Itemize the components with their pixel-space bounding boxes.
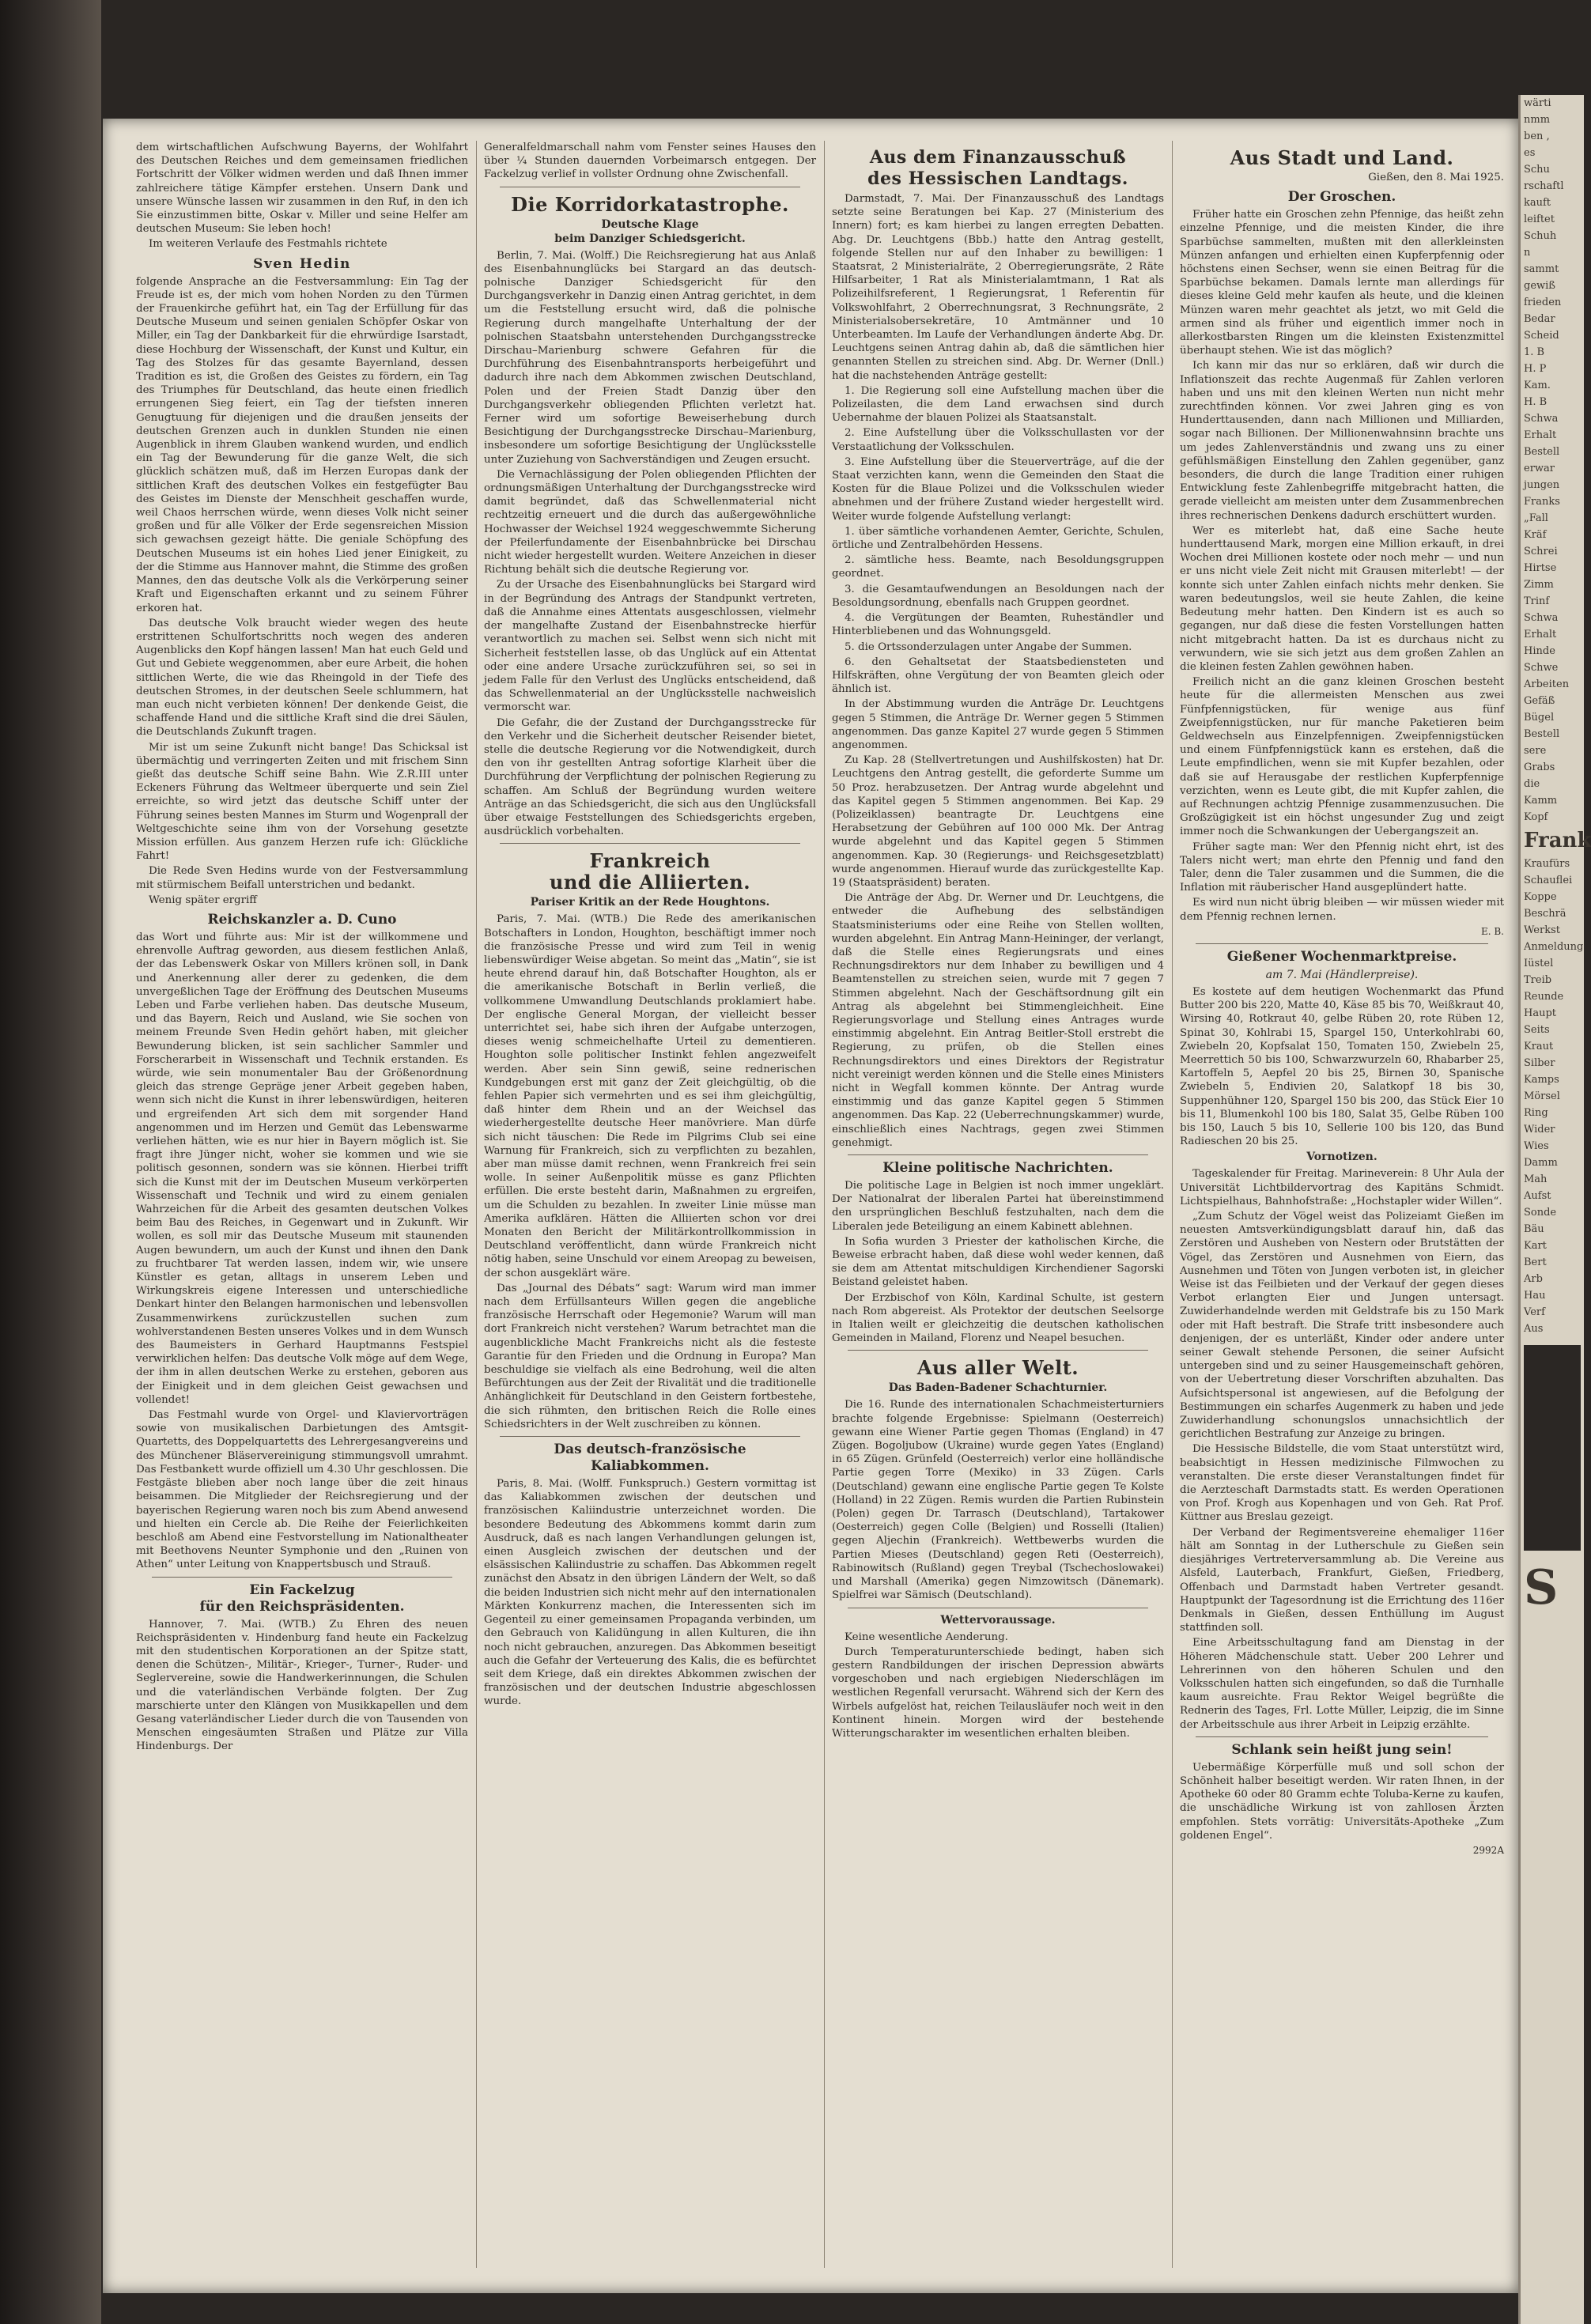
strip-fragment: Beschrä xyxy=(1524,908,1566,920)
heading-sven-hedin: Sven Hedin xyxy=(253,255,351,272)
heading-vornotizen: Vornotizen. xyxy=(1306,1151,1377,1164)
strip-fragment: Silber xyxy=(1524,1057,1555,1069)
strip-fragment: Werkst xyxy=(1524,924,1560,936)
divider xyxy=(152,1577,452,1578)
strip-fragment: Schuh xyxy=(1524,230,1557,242)
strip-fragment: Kopf xyxy=(1524,811,1548,823)
paragraph: folgende Ansprache an die Festversammlung: Ein Tag der Freude ist es, der mich vom hohen Norden zu den Türmen der Frauenkirche geführt hat, ein Tag der Erfüllung für das Deutsche Museum und seinen genialen Schöpfer Oskar von Miller, ein Tag der Dankbarkeit für die ehrwürdige Isarstadt, diese Hochburg der Wissenschaft, der Kunst und Kultur, ein Tag des Stolzes für das gesamte Bayernland, dessen Tradition es ist, die Großen des Geistes zu fördern, ein Tag des Triumphes für Deutschland, das heute einen friedlich errungenen Sieg feiert, ein Tag der tiefsten inneren Genugtuung für diejenigen und die draußen jenseits der deutschen Grenzen auch in dunklen Stunden nie einen Augenblick in ihrem Glauben wankend wurden, und endlich ein Tag der Bewunderung für die ganze Welt, die sich glücklich schätzen muß, daß im Herzen Europas dank der sittlichen Kraft des deutschen Volkes ein festgefügter Bau des Geistes im Dienste der Menschheit geschaffen wurde, weil Chaos herrschen würde, wenn dieses Volk nicht seiner großen und für alle Völker der Erde segensreichen Mission sich gewachsen gezeigt hätte. Die geniale Schöpfung des Deutschen Museums ist ein hohes Lied jener Einigkeit, zu der die Stimme aus Hannover mahnt, die Stimme des großen Mannes, den das deutsche Volk als die Verkörperung seiner Kraft und Eigenschaften erkannt und zu seinem Führer erkoren hat. xyxy=(136,275,468,614)
paragraph: 3. die Gesamtaufwendungen an Besoldungen nach der Besoldungsordnung, ebenfalls nach Gruppen geordnet. xyxy=(832,583,1164,609)
strip-fragment: 1. B xyxy=(1524,346,1545,358)
strip-fragment: Bedar xyxy=(1524,313,1555,325)
paragraph: Die Rede Sven Hedins wurde von der Festversammlung mit stürmischem Beifall unterstrichen und bedankt. xyxy=(136,865,468,891)
strip-fragment: Hau xyxy=(1524,1290,1546,1302)
paragraph: Tageskalender für Freitag. Marineverein: 8 Uhr Aula der Universität Lichtbildervortrag des Kapitäns Schmidt. Lichtspielhaus, Bahnhofstraße: „Hochstapler wider Willen“. xyxy=(1180,1168,1504,1207)
paragraph: 2. Eine Aufstellung über die Volksschullasten vor der Verstaatlichung der Volksschulen. xyxy=(832,427,1164,453)
strip-fragments-2 xyxy=(1521,856,1584,1337)
strip-fragment: Wies xyxy=(1524,1140,1549,1152)
ad-code: 2992A xyxy=(1472,1844,1504,1856)
divider xyxy=(848,1154,1148,1155)
divider xyxy=(1196,943,1488,944)
paragraph: Keine wesentliche Aenderung. xyxy=(845,1631,1008,1643)
heading-wettervoraussage: Wettervoraussage. xyxy=(940,1613,1056,1627)
strip-fragment: sammt xyxy=(1524,263,1559,275)
strip-fragment: die xyxy=(1524,778,1540,790)
strip-fragment: Wider xyxy=(1524,1124,1555,1136)
strip-fragment: Verf xyxy=(1524,1306,1545,1318)
strip-fragment: Bert xyxy=(1524,1256,1547,1268)
paragraph: Es wird nun nicht übrig bleiben — wir müssen wieder mit dem Pfennig rechnen lernen. xyxy=(1180,897,1504,923)
paragraph: Früher hatte ein Groschen zehn Pfennige, das heißt zehn einzelne Pfennige, und die meisten Kinder, die ihre Sparbüchse sammelten, mußten mit den allerkleinsten Münzen anfangen und erhielten einen Kupferpfennig oder höchstens einen Sechser, wenn sie einen Beitrag für die Sparbüchse bekamen. Damals lernte man allerdings für dieses kleine Geld mehr kaufen als heute, und die kleinen Münzen waren mehr geachtet als jetzt, wo mit Geld die armen sind als früher und eigentlich immer noch in allerkostbarsten Ringen um die kleinsten Existenzmittel überhaupt stehen. Wie ist das möglich? xyxy=(1180,209,1504,357)
strip-fragment: Anmeldung xyxy=(1524,941,1584,953)
strip-fragment: Erhalt xyxy=(1524,629,1557,641)
subheading-schachturnier: Das Baden-Badener Schachturnier. xyxy=(888,1381,1108,1395)
strip-fragment: Bestell xyxy=(1524,446,1560,458)
divider xyxy=(500,1436,800,1437)
paragraph: Ich kann mir das nur so erklären, daß wir durch die Inflationszeit das rechte Augenmaß für Zahlen verloren haben und uns mit den kleinen Werten nun nicht mehr zurechtfinden können. Vor zwei Jahren ging es von Hunderttausenden, dann nach Millionen und Milliarden, sogar nach Billionen. Der Millionenwahnsinn brachte uns um jedes Zahlenverständnis und zwang uns zu einer gefühlsmäßigen Einstellung den Zahlen gegenüber, ganz besonders, die durch die lange Tradition einer ruhigen Entwicklung feste Zahlenbegriffe mitgebracht hatten, die gerade vielleicht am meisten unter dem Zusammenbrechen ihres rechnerischen Denkens dadurch erschüttert wurden. xyxy=(1180,360,1504,522)
column-4 xyxy=(1180,141,1504,2276)
paragraph: Es kostete auf dem heutigen Wochenmarkt das Pfund Butter 200 bis 220, Matte 40, Käse 85 bis 70, Weißkraut 40, Wirsing 40, Rotkraut 40, gelbe Rüben 20, rote Rüben 12, Spinat 30, Kohlrabi 15, Spargel 150, Unterkohlrabi 60, Zwiebeln 20, Kopfsalat 150, Tomaten 150, Zwiebeln 25, Meerrettich 50 bis 100, Schwarzwurzeln 60, Rhabarber 25, Kartoffeln 5, Aepfel 20 bis 25, Birnen 30, Spanische Zwiebeln 5, Endivien 20, Salatkopf 18 bis 30, Suppenhühner 120, Spargel 150 bis 200, das Stück Eier 10 bis 11, Blumenkohl 100 bis 180, Salat 35, Gelbe Rüben 100 bis 150, Lauch 5 bis 10, Sellerie 100 bis 120, das Bund Radieschen 20 bis 25. xyxy=(1180,985,1504,1148)
strip-fragment: ben ‚ xyxy=(1524,130,1550,142)
strip-fragment: H. P xyxy=(1524,363,1547,375)
strip-fragment: frieden xyxy=(1524,297,1562,308)
paragraph: Hannover, 7. Mai. (WTB.) Zu Ehren des neuen Reichspräsidenten v. Hindenburg fand heute ein Fackelzug mit den studentischen Korporationen an der Spitze statt, denen die Schützen-, Militär-, Krieger-, Turner-, Ruder- und Seglervereine, sowie die Handwerkerinnungen, die Schulen und die vaterländischen Verbände folgten. Der Zug marschierte unter den Klängen von Musikkapellen und dem Gesang vaterländischer Lieder durch die von Tausenden von Menschen eingesäumten Straßen und Plätze zur Villa Hindenburgs. Der xyxy=(136,1618,468,1753)
paragraph: In der Abstimmung wurden die Anträge Dr. Leuchtgens gegen 5 Stimmen, die Anträge Dr. Werner gegen 5 Stimmen angenommen. Das ganze Kapitel 27 wurde gegen 5 Stimmen angenommen. xyxy=(832,698,1164,751)
strip-fragment: Schrei xyxy=(1524,546,1558,557)
divider xyxy=(500,843,800,844)
strip-fragment: gewiß xyxy=(1524,280,1555,292)
paragraph: 3. Eine Aufstellung über die Steuerverträge, auf die der Staat verzichten kann, wenn die Gemeinden den Staat die Kosten für die Blaue Polizei und die Volksschulen wieder abnehmen und der frühere Zustand wieder hergestellt wird. Weiter wurde folgende Aufstellung verlangt: xyxy=(832,455,1164,523)
paragraph: Der Erzbischof von Köln, Kardinal Schulte, ist gestern nach Rom abgereist. Als Protektor der deutschen Seelsorge in Italien weilt er gleichzeitig die deutschen katholischen Gemeinden in Mailand, Florenz und Neapel besuchen. xyxy=(832,1291,1164,1345)
paragraph: dem wirtschaftlichen Aufschwung Bayerns, der Wohlfahrt des Deutschen Reiches und dem gemeinsamen friedlichen Fortschritt der Völker widmen werden und daß Ihnen immer zahlreichere tätige Kämpfer erstehen. Unsern Dank und unsere Wünsche lassen wir zusammen in den Ruf, in den ich Sie einzustimmen bitte, Oskar v. Miller und seine Helfer am deutschen Museum: Sie leben hoch! xyxy=(136,142,468,236)
heading-cuno: Reichskanzler a. D. Cuno xyxy=(207,911,397,928)
strip-fragment: Kart xyxy=(1524,1240,1547,1252)
strip-fragment: Kamps xyxy=(1524,1074,1559,1086)
strip-fragment: jungen xyxy=(1524,479,1560,491)
strip-fragment: Bügel xyxy=(1524,712,1555,724)
paragraph: Der Verband der Regimentsvereine ehemaliger 116er hält am Sonntag in der Lutherschule zu Gießen sein diesjähriges Vertreterversammlung ab. Die Vereine aus Alsfeld, Lauterbach, Frankfurt, Gießen, Friedberg, Offenbach und Darmstadt haben Vertreter gesandt. Hauptpunkt der Tagesordnung ist die Errichtung des 116er Denkmals in Gießen, dessen Enthüllung im August stattfinden soll. xyxy=(1180,1526,1504,1634)
book-binding xyxy=(0,0,101,2324)
paragraph: Uebermäßige Körperfülle muß und soll schon der Schönheit halber beseitigt werden. Wir raten Ihnen, in der Apotheke 60 oder 80 Gramm echte Toluba-Kerne zu kaufen, die unschädliche Wirkung ist von zahllosen Ärzten empfohlen. Stets vorrätig: Universitäts-Apotheke „Zum goldenen Engel“. xyxy=(1180,1761,1504,1842)
paragraph: Früher sagte man: Wer den Pfennig nicht ehrt, ist des Talers nicht wert; man ehrte den Pfennig und fand den Taler, denn die Taler zusammen und die Summen, die die Inflation mit räuberischer Hand ausgeplündert hatte. xyxy=(1180,841,1504,894)
column-rule xyxy=(1172,141,1173,2268)
strip-fragment: Ring xyxy=(1524,1107,1548,1119)
strip-fragment: Trinf xyxy=(1524,595,1550,607)
paragraph: Das Festmahl wurde von Orgel- und Klaviervorträgen sowie von musikalischen Darbietungen des Amtsgit-Quartetts, des Doppelquartetts des Lehrergesangvereins und des Münchener Bläservereinigung stimmungsvoll umrahmt. Das Festbankett wurde offiziell um 4.30 Uhr geschlossen. Die Festgäste blieben aber noch lange über die zeit hinaus beisammen. Die Mitglieder der Reichsregierung und der bayerischen Regierung waren noch bis zum Abend anwesend und hielten ein Cercle ab. Die Reihe der Feierlichkeiten beschloß am Abend eine Festvorstellung im Nationaltheater mit Beethovens Neunter Symphonie und den „Ruinen von Athen“ unter Leitung von Knappertsbusch und Strauß. xyxy=(136,1409,468,1571)
strip-fragment: Schwa xyxy=(1524,413,1559,425)
paragraph: 1. Die Regierung soll eine Aufstellung machen über die Polizeilasten, die dem Land erwachsen sind durch Uebernahme der blauen Polizei als Staatsanstalt. xyxy=(832,384,1164,425)
heading-korridorkatastrophe: Die Korridorkatastrophe. xyxy=(511,192,789,216)
paragraph: Die Vernachlässigung der Polen obliegenden Pflichten der ordnungsmäßigen Unterhaltung der Durchgangsstrecke wird damit begründet, daß das Schwellenmaterial nicht rechtzeitig erneuert und die durch das außergewöhnliche Hochwasser der Weichsel 1924 weggeschwemmte Sicherung der Pfeilerfundamente der Eisenbahnbrücke bei Dirschau nicht wieder hergestellt wurden. Weitere Anzeichen in dieser Richtung behält sich die deutsche Regierung vor. xyxy=(484,468,816,576)
paragraph: Freilich nicht an die ganz kleinen Groschen besteht heute für die allermeisten Menschen aus zwei Fünfpfennigstücken, für wenige aus fünf Zweipfennigstücken, nur für manche Paketieren beim Geldwechseln aus Einzelpfennigen. Zweipfennigstücken und einem Fünfpfennigstück kann es erstehen, daß die Leute empfindlichen, wenn sie mit Kupfer bezahlen, oder daß sie auf Herausgabe der restlichen Kupferpfennige verzichten, wenn es Leute gibt, die mit Kupfer zahlen, die auf Rechnungen achtzig Pfennige zusammenzusuchen. Die Großzügigkeit ist ein höchst ungesunder Zug und zeigt immer noch die Schwankungen der Uebergangszeit an. xyxy=(1180,676,1504,838)
strip-fragment: H. B xyxy=(1524,396,1548,408)
strip-fragment: Schwe xyxy=(1524,662,1559,674)
strip-fragment: Mörsel xyxy=(1524,1090,1560,1102)
strip-fragment: kauft xyxy=(1524,197,1551,209)
newspaper-page xyxy=(103,119,1518,2293)
strip-fragment: Kamm xyxy=(1524,795,1558,807)
dateline: Gießen, den 8. Mai 1925. xyxy=(1368,172,1504,183)
strip-fragment: Kräf xyxy=(1524,529,1547,541)
paragraph: In Sofia wurden 3 Priester der katholischen Kirche, die Beweise erbracht haben, daß diese wohl weder kennen, daß sie dem am Attentat mitschuldigen Kirchendiener Sagorski Beistand geleistet haben. xyxy=(832,1235,1164,1289)
strip-fragment: Arbeiten xyxy=(1524,678,1570,690)
strip-fragment: Kam. xyxy=(1524,380,1551,391)
strip-fragment: Haupt xyxy=(1524,1007,1557,1019)
adjacent-page-strip xyxy=(1518,95,1591,2324)
strip-fragment: Bestell xyxy=(1524,728,1560,740)
paragraph: 4. die Vergütungen der Beamten, Ruheständler und Hinterbliebenen und das Wohnungsgeld. xyxy=(832,612,1164,638)
divider xyxy=(1196,1736,1488,1737)
heading-kleine-nachrichten: Kleine politische Nachrichten. xyxy=(882,1160,1113,1177)
heading-wochenmarktpreise: Gießener Wochenmarktpreise. xyxy=(1226,948,1457,965)
strip-fragment: Grabs xyxy=(1524,761,1555,773)
paragraph: Paris, 8. Mai. (Wolff. Funkspruch.) Gestern vormittag ist das Kaliabkommen zwischen der deutschen und französischen Kaliindustrie unterzeichnet worden. Die besondere Bedeutung des Abkommens kommt darin zum Ausdruck, daß es nach langen Verhandlungen gelungen ist, einen Ausgleich zwischen der deutschen und der elsässischen Kaliindustrie zu schaffen. Das Abkommen regelt zunächst den Absatz in den übrigen Ländern der Welt, so daß die beiden Industrien sich nicht mehr auf den internationalen Märkten Konkurrenz machen, die Interessenten sich im Gegenteil zu einer gemeinsamen Propaganda verbinden, um den Gebrauch von Kalidüngung in allen Kulturen, die ihn noch nicht gebrauchen, anzuregen. Das Abkommen beseitigt auch die Gefahr der Verteuerung des Kalis, die es befürchtet seit dem Kriege, daß ein direktes Abkommen zwischen der französischen und der deutschen Industrie abgeschlossen wurde. xyxy=(484,1478,816,1708)
strip-fragment: Erhalt xyxy=(1524,429,1557,441)
paragraph: Zu Kap. 28 (Stellvertretungen und Aushilfskosten) hat Dr. Leuchtgens den Antrag gestellt, die geforderte Summe um 50 Proz. herabzusetzen. Der Antrag wurde abgelehnt und das Kapitel gegen 5 Stimmen angenommen. Bei Kap. 29 (Polizeiklassen) beantragte Dr. Leuchtgens eine Herabsetzung der Gebühren auf 100 000 Mk. Der Antrag wurde abgelehnt und das Kapitel gegen 5 Stimmen angenommen. Kap. 30 (Regierungs- und Reichsgesetzblatt) wurde angenommen. Hierauf wurde das zurückgestellte Kap. 19 (Staatspräsident) beraten. xyxy=(832,754,1164,889)
paragraph: Das deutsche Volk braucht wieder wegen des heute erstrittenen Schulfortschritts noch wegen des anderen Augenblicks den Kopf hängen lassen! Man hat euch Geld und Gut und Gebiete weggenommen, aber eure Arbeit, die hohen sittlichen Werte, die wie das Rheingold in der Tiefe des deutschen Stromes, in der deutschen Seele schlummern, hat man euch nicht verbieten können! Der denkende Geist, die schaffende Hand und die sittliche Kraft sind die drei Säulen, die Deutschlands Zukunft tragen. xyxy=(136,617,468,739)
strip-fragment: rschaftl xyxy=(1524,180,1564,192)
column-rule xyxy=(824,141,825,2268)
paragraph: Darmstadt, 7. Mai. Der Finanzausschuß des Landtags setzte seine Beratungen bei Kap. 27 (Ministerium des Innern) fort; es kam hierbei zu langen erregten Debatten. Abg. Dr. Leuchtgens (Bbb.) hatte den Antrag gestellt, folgende Stellen nur auf den Inhaber zu bewilligen: 1 Staatsrat, 2 Ministerialräte, 2 Oberregierungsräte, 2 Räte Hilfsarbeiter, 1 Rat als Ministerialamtmann, 1 Rat als Polizeihilfsreferent, 1 Regierungsrat, 1 Referentin für Volkswohlfahrt, 2 Oberrechnungsrat, 3 Rechnungsräte, 2 Ministerialsobersekretäre, 10 Amtmänner und 10 Unterbeamten. Im Laufe der Verhandlungen änderte Abg. Dr. Leuchtgens seinen Antrag dahin ab, daß die sämtlichen hier genannten Stellen zu streichen sind. Abg. Dr. Werner (Dnll.) hat die nachstehenden Anträge gestellt: xyxy=(832,193,1164,382)
paragraph: das Wort und führte aus: Mir ist der willkommene und ehrenvolle Auftrag geworden, aus diesem festlichen Anlaß, der das Lebenswerk Oskar von Millers krönen soll, in Dank und Anerkennung aller derer zu gedenken, die dem unvergeßlichen Tage der Eröffnung des Deutschen Museums Leben und Farbe verliehen haben. Das deutsche Museum, und das Bayern, Reich und Ausland, wie Sie sochen von meinem Freunde Sven Hedin gehört haben, mit gleicher Bewunderung blicken, ist sein sachlicher Sammler und Forscherarbeit in Wissenschaft und Technik erstanden. Es würde, wie sein monumentaler Bau der Größenordnung gleich das strenge Gepräge jener Arbeit gegeben haben, wenn sich nicht die Kunst in ihrer lebenswürdigen, heiteren und ergreifenden Art sich dem mit sorgender Hand angenommen und im Herzen und Gemüt das Lebenswarme verliehen hätten, wie es nur hier in Bayern möglich ist. Sie fragt ihre Jünger nicht, woher sie kommen und wie sie politisch gesonnen, sondern was sie können. Hierbei trifft sich die Kunst mit der im Deutschen Museum verkörperten Wissenschaft und Technik und wird zu einem genialen Wahrzeichen für die Arbeit des gesamten deutschen Volkes beim Bau des Reiches, in Gegenwart und in Zukunft. Wir wollen, es soll mir das Deutsche Museum mit staunenden Augen bewundern, um auch der Kunst und ihnen den Dank zu fruchtbarer Tat werden lassen, indem wir, wie unsere Künstler es getan, alltags in unserem Leben und Wirkungskreis eigene Interessen und unterschiedliche Denkart hinter den Belangen harmonischen und lebensvollen Zusammenwirkens zurückzustellen suchen zum wohlverstandenen Besten unseres Volkes und in dem Wunsch des Baumeisters in Gerhard Hauptmanns Festspiel verwirklichen helfen: Das deutsche Volk möge auf dem Wege, der ihm in allen deutschen Werke zu erstehen, geboren aus der Einigkeit und in dem gleichen Geist gewachsen und vollendet! xyxy=(136,931,468,1406)
strip-fragment: Koppe xyxy=(1524,891,1557,903)
strip-fragment: Aus xyxy=(1524,1323,1544,1335)
strip-fragment: Mah xyxy=(1524,1173,1548,1185)
paragraph: Wenig später ergriff xyxy=(149,894,257,906)
heading-frankreich: Frankreich und die Alliierten. xyxy=(549,849,751,894)
strip-fragment: Bäu xyxy=(1524,1223,1544,1235)
strip-fragment: leiftet xyxy=(1524,214,1555,225)
strip-fragment: Seits xyxy=(1524,1024,1550,1036)
paragraph: Eine Arbeitsschultagung fand am Dienstag in der Höheren Mädchenschule statt. Ueber 200 Lehrer und Lehrerinnen von den höheren Schulen und den Volksschulen hatten sich eingefunden, so daß die Turnhalle kaum ausreichte. Frau Rektor Weigel begrüßte die Rednerin des Tages, Frl. Lotte Müller, Leipzig, die im Sinne der Arbeitsschule aus ihrer Arbeit in Leipzig erzählte. xyxy=(1180,1637,1504,1731)
strip-fragment: Kraufürs xyxy=(1524,858,1570,870)
column-3 xyxy=(832,141,1164,2276)
heading-finanzausschuss: Aus dem Finanzausschuß des Hessischen Landtags. xyxy=(867,147,1128,189)
strip-fragment: erwar xyxy=(1524,463,1555,474)
strip-fragments xyxy=(1521,95,1584,826)
heading-schlank: Schlank sein heißt jung sein! xyxy=(1231,1741,1453,1758)
strip-heading: Frank xyxy=(1524,829,1591,852)
strip-dark-ad xyxy=(1524,1345,1581,1551)
strip-fragment: Sonde xyxy=(1524,1207,1557,1219)
strip-fragment: „Fall xyxy=(1524,512,1548,524)
column-rule xyxy=(476,141,477,2268)
paragraph: Mir ist um seine Zukunft nicht bange! Das Schicksal ist übermächtig und verringerten Zeiten und mit frischem Sinn gießt das deutsche Schiff seine Bahn. Wie Z.R.III unter Eckeners Führung das Weltmeer überquerte und sein Ziel erreichte, so wird jetzt das deutsche Schiff unter der Führung seines besten Mannes im Sturm und Wogenprall der Weltgeschichte seine ihm von der Vorsehung gesetzte Mission erfüllen. Aus ganzem Herzen rufe ich: Glückliche Fahrt! xyxy=(136,741,468,863)
heading-aus-stadt-und-land: Aus Stadt und Land. xyxy=(1230,146,1454,169)
strip-fragment: Aufst xyxy=(1524,1190,1551,1202)
strip-fragment: Zimm xyxy=(1524,579,1554,591)
heading-aus-aller-welt: Aus aller Welt. xyxy=(916,1356,1079,1380)
paragraph: Paris, 7. Mai. (WTB.) Die Rede des amerikanischen Botschafters in London, Houghton, beschäftigt immer noch die französische Presse und wird zum Teil in wenig liebenswürdiger Weise abgetan. So meint das „Matin“, sie ist heute ehrend darauf hin, daß Botschafter Houghton, als er die amerikanische Botschaft in Berlin verließ, die vollkommene Umwandlung Deutschlands proklamiert habe. Der englische General Morgan, der vielleicht besser unterrichtet sei, habe sich ihren der Aufgabe unterzogen, dieses wenig schmeichelhafte Urteil zu dementieren. Houghton solle politischer Instinkt fehlen angezweifelt werden. Aber sein Sinn gewiß, seine rednerischen Kundgebungen erst mit ganz der Zeit gleichgültig, ob die fehlen Papier sich vermehrten und es sei ihm gleichgültig, daß hinter dem Rhein und an der Weichsel das wiederhergestellte deutsche Heer manövriere. Man dürfe sich nicht täuschen: Die Rede im Pilgrims Club sei eine Warnung für Frankreich, sich zu verpflichten zu bezahlen, aber man müsse damit rechnen, wenn Frankreich frei sein wolle. In seiner Außenpolitik müsse es ganz Pflichten erfüllen. Die erste besteht darin, Maßnahmen zu ergreifen, um die Schulden zu bezahlen. In zweiter Linie müsse man Amerika aufklären. Hätten die Alliierten schon vor drei Monaten den Bericht der Militärkontrollkommission in Deutschland veröffentlicht, dann würde Frankreich nicht nötig haben, seine Unschuld vor einem Areopag zu beweisen, der schon ausgeklärt wäre. xyxy=(484,913,816,1279)
strip-fragment: Treib xyxy=(1524,974,1552,986)
strip-fragment: Arb xyxy=(1524,1273,1543,1285)
paragraph: 5. die Ortssonderzulagen unter Angabe der Summen. xyxy=(845,641,1132,653)
paragraph: Wer es miterlebt hat, daß eine Sache heute hunderttausend Mark, morgen eine Million erkauft, in drei Wochen drei Millionen kostete oder noch mehr — und nun er uns nicht viele Zeit nicht mit Grausen miterlebt! — der konnte sich unter Zahlen einfach nichts mehr denken. Sie waren bedeutungslos, weil sie heute Zahlen, die keine Bedeutung mehr hatten. Den Kindern ist es auch so gegangen, nur daß diese die festen Vorstellungen hatten nicht mitgebracht hatten. Da ist es durchaus nicht zu verwundern, wie sie sich jetzt aus dem großen Zahlen an die kleinen festen Zahlen gewöhnen haben. xyxy=(1180,524,1504,673)
paragraph: Die Anträge der Abg. Dr. Werner und Dr. Leuchtgens, die entweder die Aufhebung des selbständigen Staatsministeriums oder eine Reihe von Stellen wollten, wurden abgelehnt. Ein Antrag Mann-Heininger, der verlangt, daß die Stelle eines Regierungsrats und eines Rechnungsdirektors nur dem Inhaber zu bewilligen und 4 Beamtenstellen zu streichen seien, wurde mit 7 gegen 7 Stimmen abgelehnt. Nach der Geschäftsordnung gilt ein Antrag als abgelehnt bei Stimmengleichheit. Eine Regierungsvorlage und Stellung eines Antrages wurde einstimmig abgelehnt. Ein Antrag Beitler-Stoll erstrebt die Regierung, zu prüfen, ob die Stellen eines Rechnungsdirektors und eines Direktors der Registratur nicht vereinigt werden können und die Stelle eines Ministers nicht in Wegfall kommen könnte. Der Antrag wurde einstimmig und das ganze Kapitel gegen 5 Stimmen angenommen. Das Kap. 22 (Ueberrechnungskammer) wurde, einschließlich eines Nachtrags, gegen zwei Stimmen genehmigt. xyxy=(832,892,1164,1149)
divider xyxy=(848,1350,1148,1351)
paragraph: Generalfeldmarschall nahm vom Fenster seines Hauses den über ¼ Stunden dauernden Vorbeimarsch entgegen. Der Fackelzug verlief in vollster Ordnung ohne Zwischenfall. xyxy=(484,142,816,181)
heading-kaliabkommen: Das deutsch-französische Kaliabkommen. xyxy=(554,1442,746,1475)
paragraph: Das „Journal des Débats“ sagt: Warum wird man immer nach dem Erfüllsanteurs Willen gegen die angebliche französische Herrschaft oder Hegemonie? Warum will man dort Frankreich nicht verstehen? Warum betrachtet man die augenblickliche Macht Frankreichs nicht als die festeste Garantie für den Frieden und die Ordnung in Europa? Man beschuldige sie vielfach als eine Bedrohung, weil die alten Befürchtungen aus der Zeit der Rivalität und die traditionelle Anhänglichkeit für Deutschland in den Geistern fortbestehe, die sich rühmten, den britischen Reich die Rolle eines Schiedsrichters in der Welt zuschreiben zu können. xyxy=(484,1282,816,1430)
strip-fragment: Schu xyxy=(1524,164,1550,176)
subheading-haendlerpreise: am 7. Mai (Händlerpreise). xyxy=(1265,968,1419,981)
strip-fragment: Iüstel xyxy=(1524,958,1554,969)
strip-fragment: Scheid xyxy=(1524,330,1559,342)
column-2 xyxy=(484,141,816,2276)
paragraph: Die Gefahr, die der Zustand der Durchgangsstrecke für den Verkehr und die Sicherheit deutscher Reisender bietet, stelle die deutsche Regierung vor die Notwendigkeit, durch den von ihr gestellten Antrag sofortige Klarheit über die Durchführung der Verpflichtung der polnischen Regierung zu schaffen. Am Schluß der Begründung wurden weitere Anträge an das Schiedsgericht, die sich aus den Unglücksfall über etwaige Feststellungen des Schiedsgerichts ergeben, ausdrücklich vorbehalten. xyxy=(484,716,816,838)
strip-fragment: Schwa xyxy=(1524,612,1559,624)
strip-fragment: sere xyxy=(1524,745,1547,757)
paragraph: Die Hessische Bildstelle, die vom Staat unterstützt wird, beabsichtigt in Hessen medizinische Filmwochen zu veranstalten. Die erste dieser Veranstaltungen findet für die Aerzteschaft Darmstadts statt. Es werden Operationen von Prof. Krogh aus Kopenhagen und von Geh. Rat Prof. Küttner aus Breslau gezeigt. xyxy=(1180,1443,1504,1524)
strip-fragment: Damm xyxy=(1524,1157,1558,1169)
strip-fragment: Gefäß xyxy=(1524,695,1555,707)
column-1 xyxy=(136,141,468,2276)
heading-der-groschen: Der Groschen. xyxy=(1287,189,1396,206)
strip-fragment: Reunde xyxy=(1524,991,1564,1003)
strip-fragment: Kraut xyxy=(1524,1041,1554,1052)
strip-fragment: es xyxy=(1524,147,1536,159)
strip-fragment: Franks xyxy=(1524,496,1560,508)
subheading-danziger-schiedsgericht: Deutsche Klage beim Danziger Schiedsgericht. xyxy=(554,217,746,245)
paragraph: 2. sämtliche hess. Beamte, nach Besoldungsgruppen geordnet. xyxy=(832,554,1164,580)
strip-fragment: Hirtse xyxy=(1524,562,1557,574)
paragraph: „Zum Schutz der Vögel weist das Polizeiamt Gießen im neuesten Amtsverkündigungsblatt darauf hin, daß das Zerstören und Ausheben von Nestern oder Brutstätten der Vögel, das Zerstören und Ausnehmen von Eiern, das Ausnehmen und Töten von Jungen verboten ist, in gleicher Weise ist das Feilbieten und der Verkauf der gegen dieses Verbot erlangten Eier und Jungen untersagt. Zuwiderhandelnde werden mit Geldstrafe bis zu 150 Mark oder mit Haft bestraft. Die Strafe tritt insbesondere auch denjenigen, der es unterläßt, Kinder oder andere unter seiner Gewalt stehende Personen, die seiner Aufsicht untergeben sind und zu seiner Hausgemeinschaft gehören, von der Uebertretung dieser Vorschriften abzuhalten. Das Aufsichtspersonal ist angewiesen, auf die Befolgung der Bestimmungen ein scharfes Augenmerk zu haben und jede Zuwiderhandlung schonungslos unnachsichtlich der gerichtlichen Bestrafung zur Anzeige zu bringen. xyxy=(1180,1211,1504,1441)
paragraph: Berlin, 7. Mai. (Wolff.) Die Reichsregierung hat aus Anlaß des Eisenbahnunglücks bei Stargard an das deutsch-polnische Danziger Schiedsgericht für den Durchgangsverkehr in Danzig einen Antrag gerichtet, in dem um die Feststellung ersucht wird, daß die polnische Regierung durch mangelhafte Unterhaltung der der polnischen Staatsbahn unterstehenden Durchgangsstrecke Dirschau–Marienburg schwere Gefahren für die Durchführung des Eisenbahntransports herbeigeführt und dadurch ihre nach dem Abkommen zwischen Deutschland, Polen und der Freien Stadt Danzig über den Durchgangsverkehr obliegenden Pflichten verletzt hat. Ferner wird um sofortige Beweiserhebung durch Besichtigung der Durchgangsstrecke Dirschau–Marienburg, insbesondere um sofortige Besichtigung der Unglücksstelle unter Zuziehung von Sachverständigen und Zeugen ersucht. xyxy=(484,249,816,466)
paragraph: Die politische Lage in Belgien ist noch immer ungeklärt. Der Nationalrat der liberalen Partei hat übereinstimmend den ursprünglichen Beschluß festzuhalten, nach dem die Liberalen jede Beteiligung an einem Kabinett ablehnen. xyxy=(832,1180,1164,1233)
paragraph: Zu der Ursache des Eisenbahnunglücks bei Stargard wird in der Begründung des Antrags der Standpunkt vertreten, daß die Annahme eines Attentats ausgeschlossen, vielmehr der mangelhafte Zustand der Eisenbahnstrecke hierfür verantwortlich zu machen sei. Selbst wenn sich nicht mit Sicherheit feststellen lasse, ob das Unglück auf ein Attentat oder eine andere Ursache zurückzuführen sei, so sei in jedem Falle für den Verlust des Unglücks entscheidend, daß das Schwellenmaterial an der Unglücksstelle nachweislich vermorscht war. xyxy=(484,579,816,714)
author-signature: E. B. xyxy=(1480,925,1504,937)
heading-fackelzug: Ein Fackelzug für den Reichspräsidenten. xyxy=(199,1581,405,1615)
paragraph: Die 16. Runde des internationalen Schachmeisterturniers brachte folgende Ergebnisse: Spielmann (Oesterreich) gewann eine Wiener Partie gegen Thomas (England) in 47 Zügen. Bogoljubow (Ukraine) wurde gegen Yates (England) in 65 Zügen. Grünfeld (Oesterreich) verlor eine holländische Partie gegen Torre (Mexiko) in 33 Zügen. Carls (Deutschland) gewann eine englische Partie gegen Te Kolste (Holland) in 22 Zügen. Remis wurden die Partien Rubinstein (Polen) gegen Dr. Tarrasch (Deutschland), Tartakower (Oesterreich) gegen Colle (Belgien) und Rosselli (Italien) gegen Aljechin (Frankreich). Wettbewerbs wurden die Partien Mieses (Deutschland) gegen Reti (Oesterreich), Rabinowitsch (Rußland) gegen Treybal (Tschechoslowakei) und Marshall (Amerika) gegen Nimzowitsch (Dänemark). Spielfrei war Sämisch (Deutschland). xyxy=(832,1399,1164,1602)
strip-fragment: Schauflei xyxy=(1524,875,1573,886)
strip-big-letter: S xyxy=(1524,1560,1559,1615)
strip-fragment: nmm xyxy=(1524,114,1551,126)
subheading-houghton: Pariser Kritik an der Rede Houghtons. xyxy=(530,896,770,909)
paragraph: Durch Temperaturunterschiede bedingt, haben sich gestern Randbildungen der irischen Depression abwärts vorgeschoben und nach ergiebigen Niederschlägen im westlichen Regenfall verursacht. Während sich der Kern des Wirbels aufgelöst hat, reichen Teilausläufer noch weit in den Kontinent hinein. Morgen wird der bestehende Witterungscharakter im wesentlichen erhalten bleiben. xyxy=(832,1646,1164,1740)
strip-fragment: wärti xyxy=(1524,97,1551,109)
paragraph: 6. den Gehaltsetat der Staatsbediensteten und Hilfskräften, ohne Vergütung der von Beamten gleich oder ähnlich ist. xyxy=(832,656,1164,696)
strip-fragment: n xyxy=(1524,247,1531,259)
strip-fragment: Hinde xyxy=(1524,645,1555,657)
paragraph: Im weiteren Verlaufe des Festmahls richtete xyxy=(149,238,387,251)
paragraph: 1. über sämtliche vorhandenen Aemter, Gerichte, Schulen, örtliche und Zentralbehörden Hessens. xyxy=(832,525,1164,552)
